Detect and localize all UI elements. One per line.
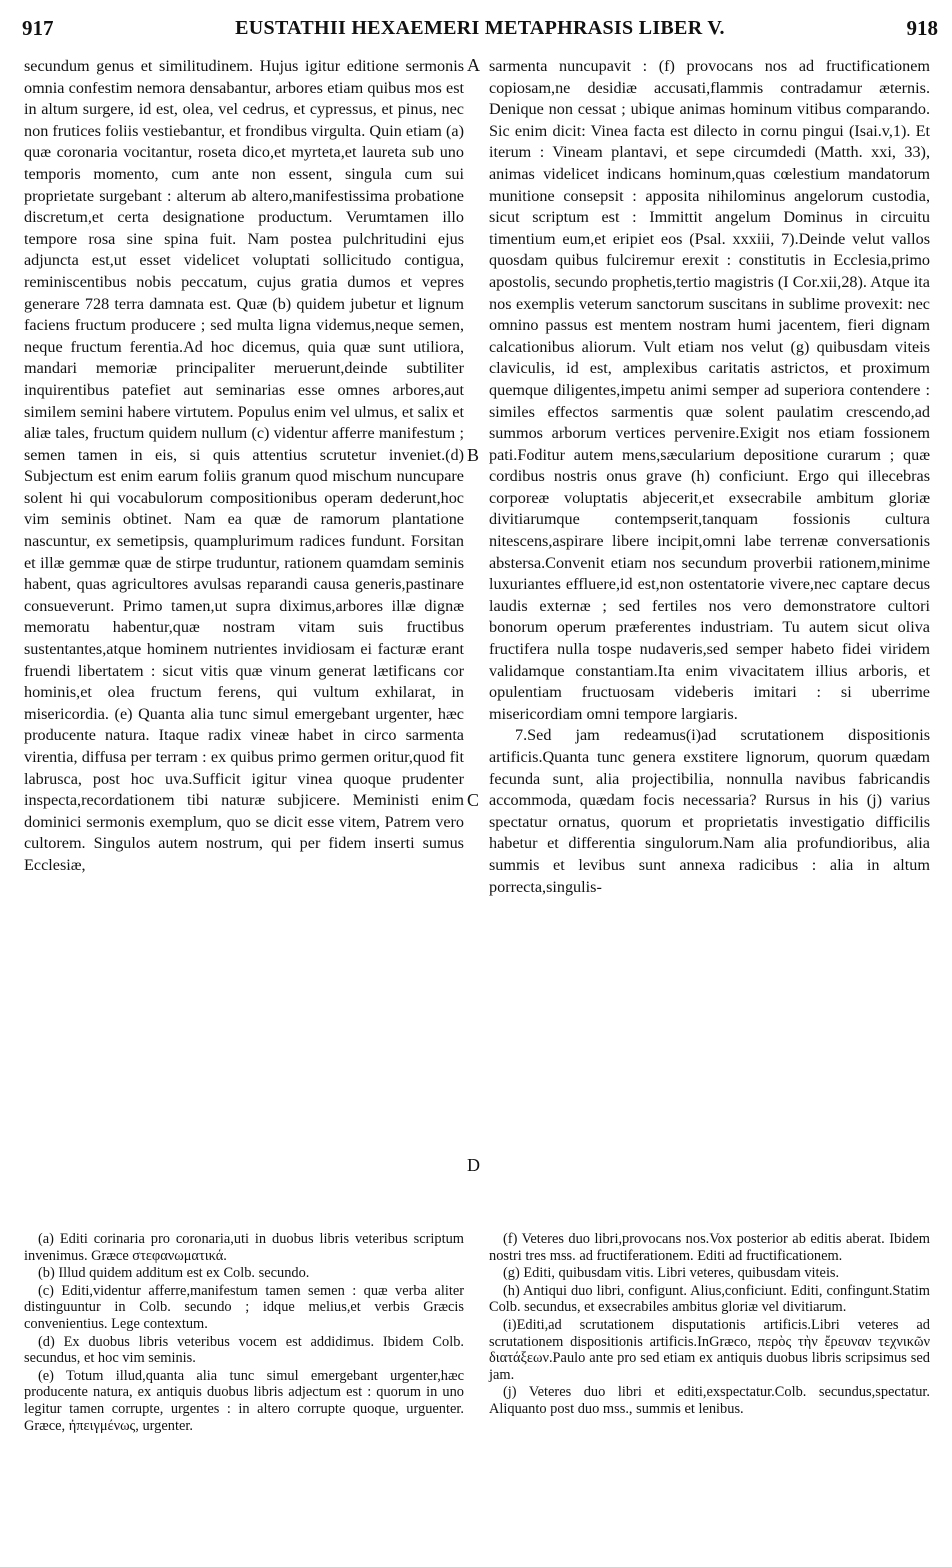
footnote-d: (d) Ex duobus libris veteribus vocem est addidimus. Ibidem Colb. secundus, et hoc vim seminis.	[24, 1333, 464, 1367]
running-header	[22, 16, 938, 44]
margin-letter-d: D	[467, 1155, 480, 1175]
running-title: EUSTATHII HEXAEMERI METAPHRASIS LIBER V.	[235, 17, 725, 39]
footnote-c: (c) Editi,videntur afferre,manifestum tamen semen : quæ verba aliter distinguuntur in Colb. secundo ; idque melius,et verbis Græcis convenientius. Lege contextum.	[24, 1282, 464, 1332]
footnote-g: (g) Editi, quibusdam vitis. Libri veteres, quibusdam viteis.	[503, 1265, 840, 1282]
margin-letter-a: A	[467, 55, 480, 75]
margin-letter-b: B	[467, 445, 480, 465]
footnote-h: (h) Antiqui duo libri, configunt. Alius,conficiunt. Editi, confingunt.Statim Colb. secundus, et exsecrabiles ambitus gloriæ vel divitiarum.	[489, 1282, 930, 1316]
right-paragraph-2: 7.Sed jam redeamus(i)ad scrutationem dispositionis artificis.Quanta tunc genera exstitere lignorum, quorum quædam fecunda sunt, alia projectibilia, nonnulla navibus fabricandis accommoda, quædam focis necessaria? Rursus in his (j) varius spectatur ornatus, quorum et proprietatis investigatio difficilis habetur et differentia singulorum.Nam alia profundioribus, alia summis et levibus sunt annexa radicibus : alia in altum porrecta,singulis-	[489, 726, 930, 896]
left-footnotes	[24, 1231, 464, 1435]
right-paragraph-1: sarmenta nuncupavit : (f) provocans nos ad fructificationem copiosam,ne desidiæ accusati,flammis contradamur æternis. Denique non cessat ; ubique animas hominum vitibus comparando. Sic enim dicit: Vinea facta est dilecto in cornu pingui (Isai.v,1). Et iterum : Vineam plantavi, et sepe circumdedi (Matth. xxi, 33), animas videlicet indicans hominum,quas cœlestium mandatorum munitione consepsit : apposita nihilominus angelorum custodia, sicut scriptum est : Immittit angelum Dominus in circuitu timentium eum,et eripiet eos (Psal. xxxiii, 7).Deinde velut vallos quosdam quibus fulciremur erexit : constitutis in Ecclesia,primo apostolis, secundo prophetis,tertio magistris (I Cor.xii,28). Atque ita nos exemplis veterum sanctorum suscitans in sublime provexit: nec omnino passus est mentem nostram humi jacentem, fieri dignam calcationibus aliorum. Vult etiam nos velut (g) quibusdam viteis claviculis, id est, amplexibus caritatis astrictos, et proximum quemque diligentes,impetu animi semper ad superiora contendere : similes effectos sarmentis quæ solent paulatim crescendo,ad summos arborum vertices pervenire.Exigit nos etiam fossionem pati.Foditur autem mens,sæcularium depositione curarum ; quæ cordibus nostris onus grave (h) conficiunt. Ergo qui illecebras corporeæ voluptatis abjecerit,et exsecrabile ambitum gloriæ divitiarumque contempserit,tanquam fossionis cultura nitescens,aspirare libere incipit,omni labe terrenæ conversationis abstersa.Convenit etiam nos secundum proverbii rationem,minime luxuriantes effluere,id est,non ostentatorie vivere,nec captare decus laudis externæ ; sed fertiles nos vero demonstratore cultori bonorum operum præferentes industriam. Tu autem sicut oliva fructifera nulla tospe nudaveris,sed semper habeto fidei viridem validamque constantiam.Ita enim vivacitatem illius arboris, et opulentiam fructuosam videberis imitari : si uberrime misericordiam omni tempore largiaris.	[489, 57, 930, 723]
footnote-e: (e) Totum illud,quanta alia tunc simul emergebant urgenter,hæc producente natura, ex antiquis duobus libris adjectum est : quorum in uno legitur tamen corrupte, urgentes : in altero corrupte quoque, urguenter. Græce, ἠπειγμένως, urgenter.	[24, 1367, 464, 1434]
page-number-right: 918	[906, 16, 938, 40]
footnote-b: (b) Illud quidem additum est ex Colb. secundo.	[38, 1265, 310, 1282]
margin-letter-c: C	[467, 790, 480, 810]
right-footnotes	[489, 1231, 930, 1419]
left-paragraph-1: secundum genus et similitudinem. Hujus igitur editione sermonis omnia confestim nemora densabantur, arbores etiam quibus mos est in altum surgere, id est, olea, vel cedrus, et cypressus, et pinus, nec non frutices foliis vestiebantur, et frondibus virgulta. Quin etiam (a) quæ coronaria vocitantur, roseta dico,et myrteta,et laureta sub uno temporis momento, cum ante non essent, singula cum sui proprietate surgebant : alterum ab altero,manifestissima probatione discretum,et certa designatione productum. Verumtamen illo tempore rosa sine spina fuit. Nam postea pulchritudini ejus adjuncta est,ut esset videlicet voluptati sollicitudo contigua, reminiscentibus nobis peccatum, cujus gratia dumos et vepres generare 728 terra damnata est. Quæ (b) quidem jubetur et lignum faciens fructum producere ; sed multa ligna videmus,neque semen, neque fructum ferentia.Ad hoc dicemus, quia quæ sunt utiliora, mandari memoriæ principaliter meruerunt,deinde subtiliter inquirentibus patefiet aut seminarias esse omnes arbores,aut similem semini habere virtutem. Populus enim vel ulmus, et salix et aliæ tales, fructum quidem nullum (c) videntur afferre manifestum ; semen tamen in eis, si quis attentius scrutetur inveniet.(d) Subjectum est enim earum foliis granum quod mischum nuncupare solent hi qui vocabulorum compositionibus operam dederunt,hoc vim seminis obtinet. Nam ea quæ de ramorum plantatione nascuntur, ex semetipsis, quamplurimum radices fundunt. Forsitan et illæ gemmæ quæ de stirpe truduntur, rationem quamdam seminis habent, quas agricultores avulsas reparandi causa generis,pastinare consueverunt. Primo tamen,ut supra diximus,arbores illæ dignæ memoratu habentur,quæ nostram vitam suis fructibus sustentantes,atque hominem nutrientes invidiosam ei facturæ erant fruendi libertatem : sicut vitis quæ vinum generat lætificans cor hominis,et olea fructum ferens, qui vultum exhilarat, in misericordia. (e) Quanta alia tunc simul emergebant urgenter, hæc producente natura. Itaque radix vineæ habet in circo sarmenta virentia, diffusa per terram : ex quibus primo germen oritur,quod fit labrusca, post hoc uva.Sufficit igitur vinea quoque prudenter inspecta,recordationem tibi naturæ subjicere. Meministi enim dominici sermonis exemplum, quo se dicit esse vitem, Patrem vero cultorem. Singulos autem nostrum, qui per fidem inserti sumus Ecclesiæ,	[24, 57, 464, 874]
footnote-j: (j) Veteres duo libri et editi,exspectatur.Colb. secundus,spectatur. Aliquanto post duo mss., summis et lenibus.	[489, 1384, 930, 1417]
page-number-left: 917	[22, 16, 54, 40]
left-column	[24, 56, 464, 877]
footnote-a: (a) Editi corinaria pro coronaria,uti in duobus libris veteribus scriptum invenimus. Græce στεφανωματικά.	[24, 1231, 464, 1264]
right-column	[489, 56, 930, 898]
footnote-f: (f) Veteres duo libri,provocans nos.Vox posterior ab editis aberat. Ibidem nostri tres mss. ad fructiferationem. Editi ad fructificationem.	[489, 1231, 930, 1264]
footnote-i: (i)Editi,ad scrutationem disputationis artificis.Libri veteres ad scrutationem dispositionis artificis.InGræco, περὸς τὴν ἔρευναν τεχνικῶν διατάξεων.Paulo ante pro sed etiam ex antiquis duobus libris scripsimus sed jam.	[489, 1316, 930, 1383]
